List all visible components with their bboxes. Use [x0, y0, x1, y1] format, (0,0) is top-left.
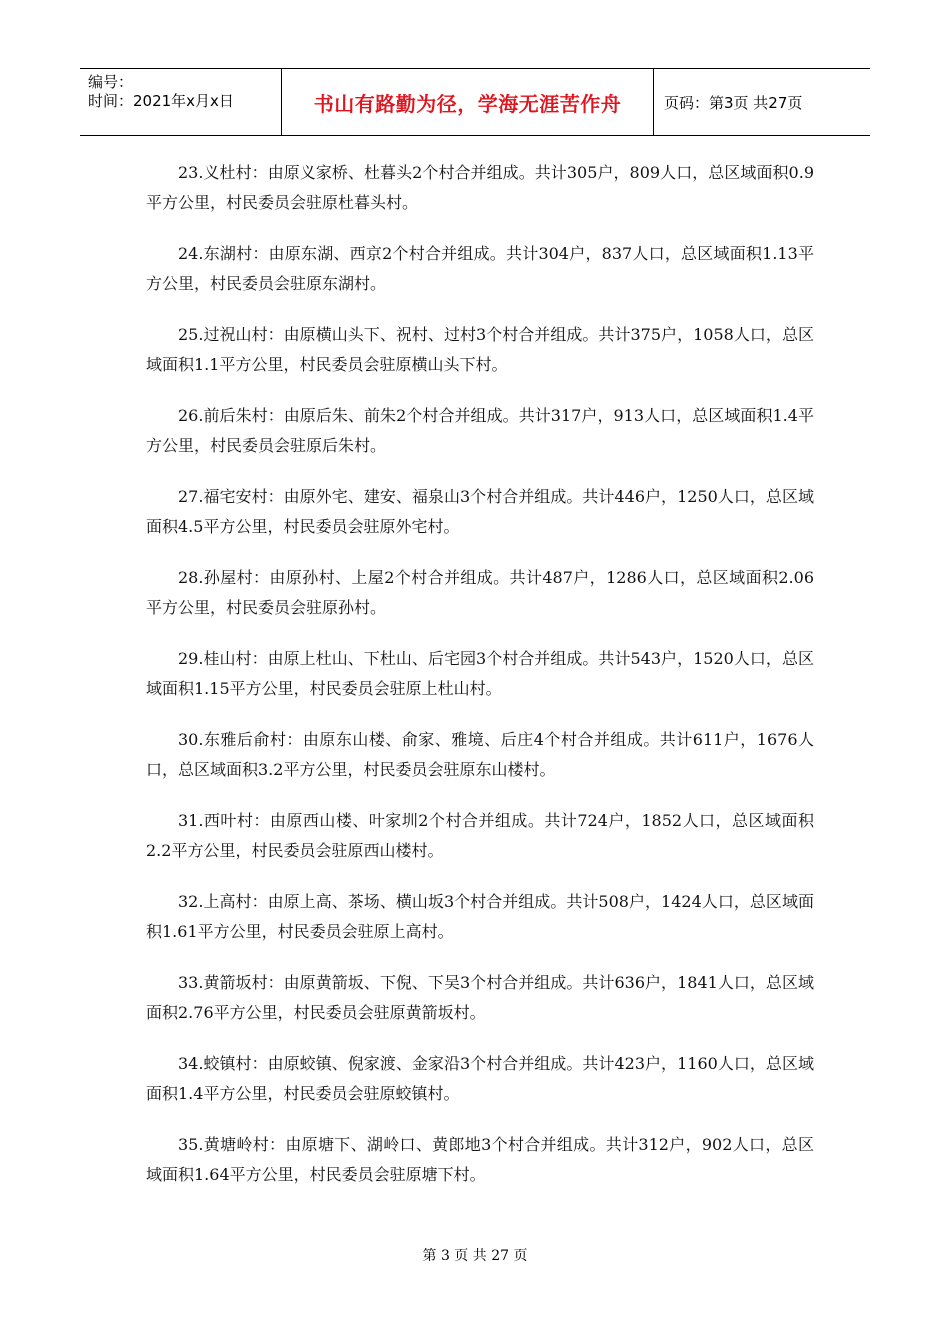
header-meta: [80, 69, 282, 135]
village-entry-25: 25.过祝山村：由原横山头下、祝村、过村3个村合并组成。共计375户，1058人口，总区域面积1.1平方公里，村民委员会驻原横山头下村。: [146, 325, 814, 374]
village-entry-27: 27.福宅安村：由原外宅、建安、福泉山3个村合并组成。共计446户，1250人口，总区域面积4.5平方公里，村民委员会驻原外宅村。: [146, 487, 814, 536]
document-body: [146, 158, 814, 1211]
village-entry-33: 33.黄箭坂村：由原黄箭坂、下倪、下吴3个村合并组成。共计636户，1841人口，总区域面积2.76平方公里，村民委员会驻原黄箭坂村。: [146, 973, 814, 1022]
header-motto: 书山有路勤为径，学海无涯苦作舟: [282, 69, 654, 135]
header-table: [80, 68, 870, 136]
village-entry-30: 30.东雅后俞村：由原东山楼、俞家、雅境、后庄4个村合并组成。共计611户，1676人口，总区域面积3.2平方公里，村民委员会驻原东山楼村。: [146, 730, 814, 779]
village-entry-28: 28.孙屋村：由原孙村、上屋2个村合并组成。共计487户，1286人口，总区域面积2.06平方公里，村民委员会驻原孙村。: [146, 568, 814, 617]
village-entry-23: 23.义杜村：由原义家桥、杜暮头2个村合并组成。共计305户，809人口，总区域面积0.9平方公里，村民委员会驻原杜暮头村。: [146, 163, 814, 212]
header-page-info: 页码：第3页 共27页: [664, 93, 803, 112]
village-entry-35: 35.黄塘岭村：由原塘下、湖岭口、黄郎地3个村合并组成。共计312户，902人口，总区域面积1.64平方公里，村民委员会驻原塘下村。: [146, 1135, 814, 1184]
village-entry-31: 31.西叶村：由原西山楼、叶家圳2个村合并组成。共计724户，1852人口，总区域面积2.2平方公里，村民委员会驻原西山楼村。: [146, 811, 814, 860]
number-label: 编号：: [88, 73, 134, 91]
village-entry-26: 26.前后朱村：由原后朱、前朱2个村合并组成。共计317户，913人口，总区域面积1.4平方公里，村民委员会驻原后朱村。: [146, 406, 814, 455]
time-label: 时间：2021年x月x日: [88, 92, 234, 110]
village-entry-34: 34.蛟镇村：由原蛟镇、倪家渡、金家沿3个村合并组成。共计423户，1160人口，总区域面积1.4平方公里，村民委员会驻原蛟镇村。: [146, 1054, 814, 1103]
page-footer: 第 3 页 共 27 页: [422, 1248, 528, 1264]
village-entry-32: 32.上高村：由原上高、茶场、横山坂3个村合并组成。共计508户，1424人口，总区域面积1.61平方公里，村民委员会驻原上高村。: [146, 892, 814, 941]
village-entry-29: 29.桂山村：由原上杜山、下杜山、后宅园3个村合并组成。共计543户，1520人口，总区域面积1.15平方公里，村民委员会驻原上杜山村。: [146, 649, 814, 698]
village-entry-24: 24.东湖村：由原东湖、西京2个村合并组成。共计304户，837人口，总区域面积1.13平方公里，村民委员会驻原东湖村。: [146, 244, 814, 293]
